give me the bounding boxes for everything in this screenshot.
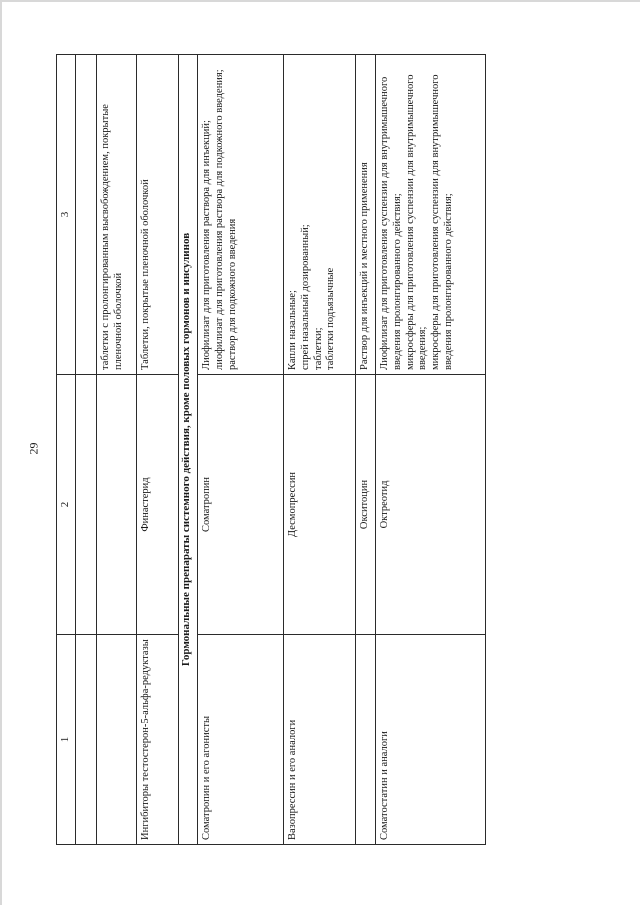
dosage-form-cell	[198, 55, 284, 375]
section-title: Гормональные препараты системного действия, кроме половых гормонов и инсулинов	[179, 55, 198, 845]
scan-edge-mark	[0, 0, 640, 2]
table-row	[198, 55, 284, 845]
header-cell-2: 2	[57, 375, 76, 635]
dosage-form-line: таблетки;	[312, 327, 324, 370]
dosage-form-line: Раствор для инъекций и местного применения	[359, 162, 370, 370]
header-cell-1: 1	[57, 635, 76, 845]
group-cell	[356, 635, 376, 845]
section-header-row	[179, 55, 198, 845]
dosage-form-cell	[97, 55, 137, 375]
dosage-form-line: микросферы для приготовления суспензии для внутримышечного введения пролонгированного действия;	[430, 74, 454, 370]
header-cell-3: 3	[57, 55, 76, 375]
group-cell: Вазопрессин и его аналоги	[284, 635, 356, 845]
dosage-form-cell	[376, 55, 486, 375]
substance-cell	[97, 375, 137, 635]
substance-cell: Соматропин	[198, 375, 284, 635]
dosage-form-line: раствор для подкожного введения	[226, 218, 238, 370]
substance-cell: Финастерид	[137, 375, 179, 635]
substance-cell: Десмопрессин	[284, 375, 356, 635]
dosage-form-line: спрей назальный дозированный;	[299, 224, 311, 370]
group-cell	[97, 635, 137, 845]
dosage-form-cell	[137, 55, 179, 375]
table-row	[284, 55, 356, 845]
dosage-form-line: таблетки с пролонгированным высвобождением, покрытые пленочной оболочкой	[100, 104, 124, 370]
dosage-form-line: микросферы для приготовления суспензии для внутримышечного введения;	[404, 74, 429, 370]
dosage-form-line: лиофилизат для приготовления раствора для подкожного введения;	[213, 69, 225, 370]
substance-cell: Октреотид	[376, 375, 486, 635]
dosage-form-line: Лиофилизат для приготовления суспензии для внутримышечного введения пролонгированного действия;	[379, 76, 403, 370]
table-header-row	[57, 55, 76, 845]
dosage-form-line: Капли назальные;	[287, 290, 298, 370]
table-row	[97, 55, 137, 845]
dosage-form-cell	[356, 55, 376, 375]
group-cell: Соматропин и его агонисты	[198, 635, 284, 845]
rotated-page-content	[56, 55, 532, 845]
group-cell: Ингибиторы тестостерон-5-альфа-редуктазы	[137, 635, 179, 845]
dosage-form-line: Таблетки, покрытые пленочной оболочкой	[140, 179, 151, 370]
substance-cell: Окситоцин	[356, 375, 376, 635]
drug-table	[56, 54, 486, 845]
spacer-row	[76, 55, 97, 845]
scan-edge-mark	[0, 0, 2, 905]
dosage-form-line: таблетки подъязычные	[325, 267, 337, 370]
table-row	[376, 55, 486, 845]
dosage-form-cell	[284, 55, 356, 375]
page-number: 29	[26, 442, 41, 455]
table-row	[137, 55, 179, 845]
table-row	[356, 55, 376, 845]
dosage-form-line: Лиофилизат для приготовления раствора для инъекций;	[201, 120, 212, 370]
group-cell: Соматостатин и аналоги	[376, 635, 486, 845]
